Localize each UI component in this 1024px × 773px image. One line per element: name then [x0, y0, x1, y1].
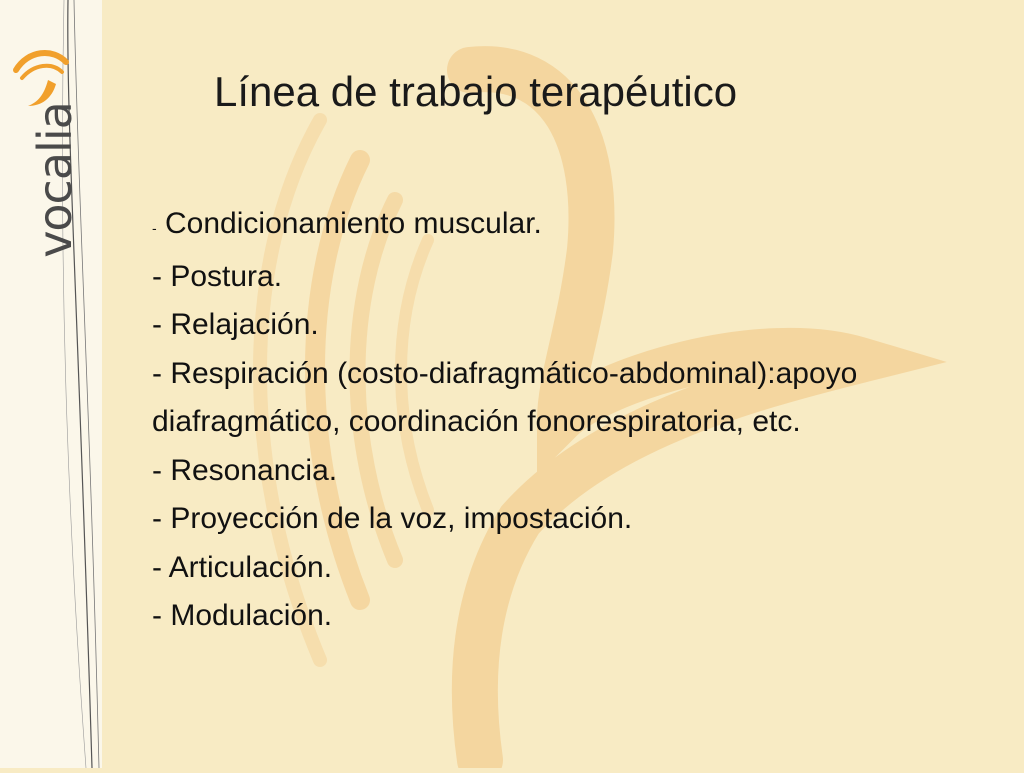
- list-item-text: Condicionamiento muscular.: [165, 207, 542, 240]
- list-item: - Articulación.: [152, 550, 333, 584]
- list-item: - Proyección de la voz, impostación.: [152, 502, 633, 535]
- slide-title: Línea de trabajo terapéutico: [214, 68, 738, 115]
- slide-body: [152, 200, 952, 641]
- vocalia-logo: [8, 40, 88, 258]
- list-item: - Relajación.: [152, 308, 319, 341]
- list-item: - Modulación.: [152, 599, 333, 632]
- logo-wordmark: vocalia: [28, 102, 82, 258]
- list-item: - Resonancia.: [152, 453, 338, 487]
- list-item: [152, 200, 952, 253]
- list-item: - Respiración (costo-diafragmático-abdominal):apoyo diafragmático, coordinación fonorespiratoria, etc.: [152, 356, 858, 438]
- list-item: - Postura.: [152, 259, 283, 293]
- list-item-dash: -: [152, 220, 157, 236]
